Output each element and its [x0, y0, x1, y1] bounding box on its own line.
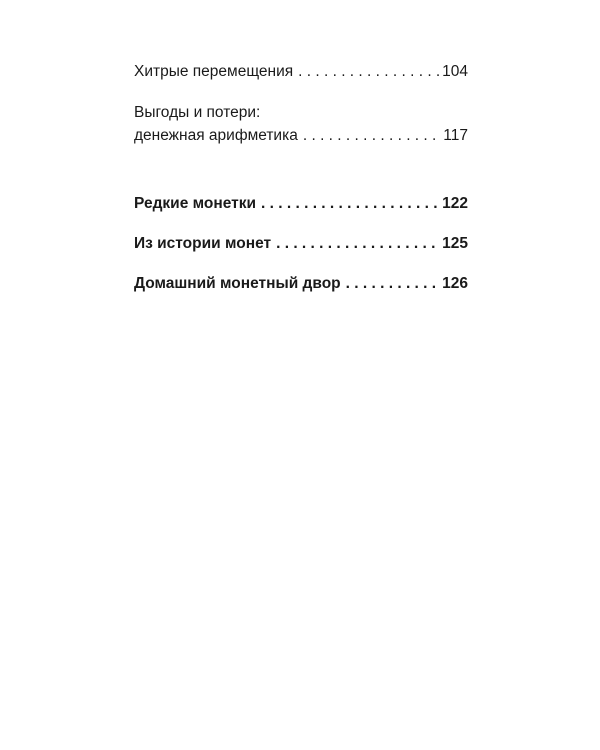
- toc-entry-coin-history[interactable]: [134, 232, 468, 255]
- toc-entry-title: Хитрые перемещения: [134, 63, 294, 80]
- dot-leader: [261, 192, 440, 215]
- toc-page-number: 117: [443, 127, 468, 144]
- toc-line: [134, 192, 468, 215]
- toc-entry-title: Редкие монетки: [134, 195, 257, 212]
- toc-entry-title: Выгоды и потери:: [134, 104, 261, 121]
- toc-entry-title: Из истории монет: [134, 235, 272, 252]
- dot-leader: [303, 124, 441, 147]
- toc-entry-gains-losses[interactable]: [134, 101, 468, 147]
- toc-entry-rare-coins[interactable]: [134, 192, 468, 215]
- dot-leader: [298, 60, 440, 83]
- toc-page-number: 126: [442, 275, 468, 292]
- toc-line: [134, 272, 468, 295]
- toc-page-number: 104: [442, 63, 468, 80]
- toc-entry-title: Домашний монетный двор: [134, 275, 341, 292]
- table-of-contents: [134, 60, 468, 295]
- toc-line: [134, 232, 468, 255]
- toc-line: [134, 101, 468, 124]
- toc-line: [134, 124, 468, 147]
- toc-page-number: 125: [442, 235, 468, 252]
- dot-leader: [276, 232, 440, 255]
- toc-page-number: 122: [442, 195, 468, 212]
- toc-line: [134, 60, 468, 83]
- dot-leader: [346, 272, 440, 295]
- toc-entry-title-continued: денежная арифметика: [134, 127, 298, 144]
- toc-entry-clever-moves[interactable]: [134, 60, 468, 83]
- toc-entry-home-mint[interactable]: [134, 272, 468, 295]
